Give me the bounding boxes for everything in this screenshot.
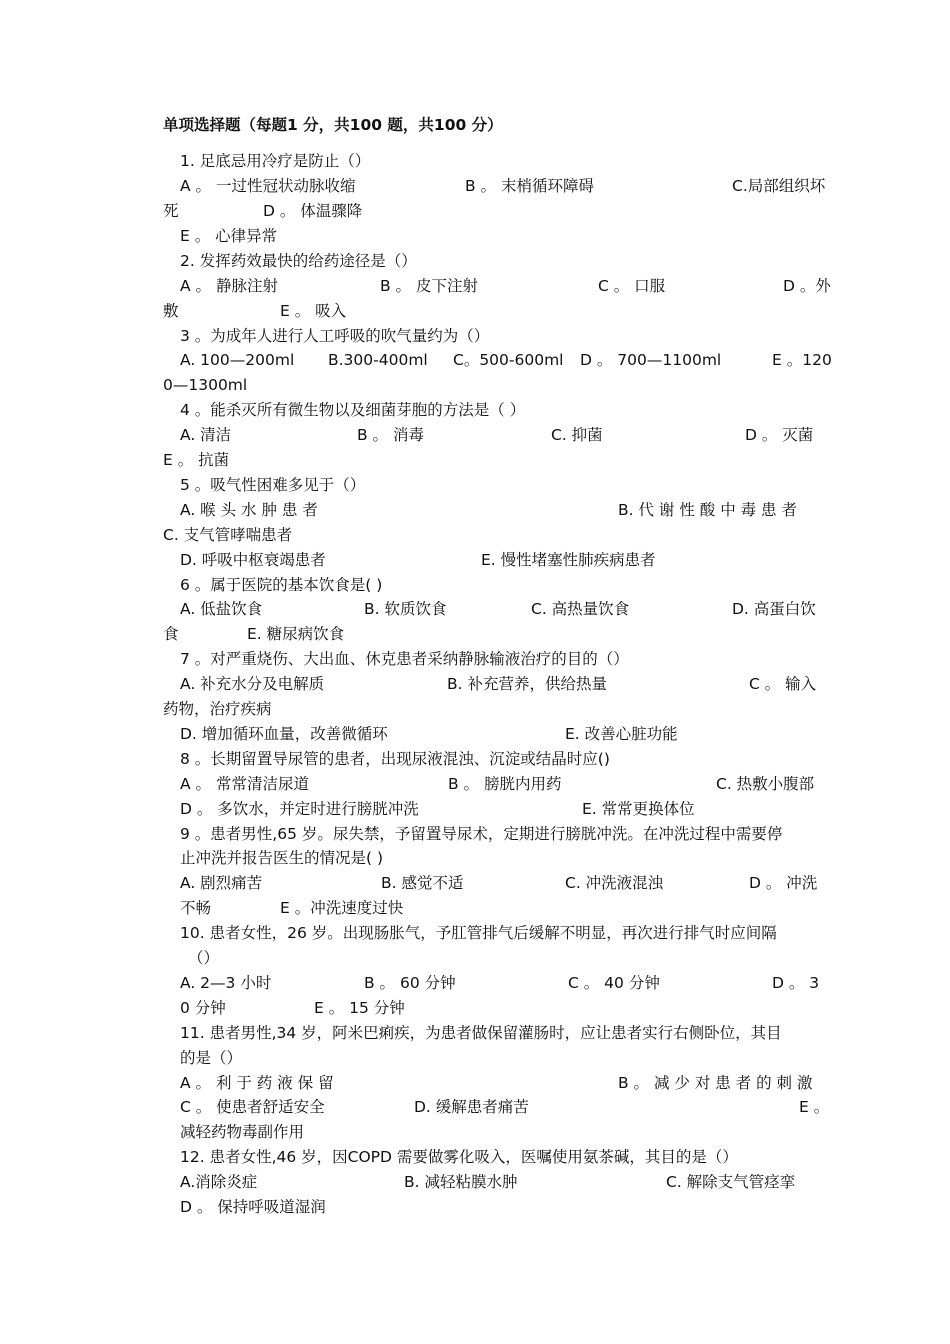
text-line — [0, 274, 950, 298]
text-segment: B. 减轻粘膜水肿 — [404, 1173, 518, 1191]
text-line — [0, 324, 950, 348]
text-segment: E 。 吸入 — [280, 302, 347, 320]
text-line — [0, 573, 950, 597]
text-segment: D. 缓解患者痛苦 — [414, 1098, 529, 1116]
text-segment: E 。 — [799, 1098, 830, 1116]
text-segment: C。500-600ml — [453, 351, 564, 369]
text-segment: B. 补充营养，供给热量 — [447, 675, 607, 693]
text-segment: 药物，治疗疾病 — [163, 700, 272, 718]
text-segment: D. 呼吸中枢衰竭患者 — [180, 551, 326, 569]
text-line — [0, 1145, 950, 1169]
text-line — [0, 1095, 950, 1119]
text-segment: A 。 静脉注射 — [180, 277, 278, 295]
text-segment: A 。 利 于 药 液 保 留 — [180, 1074, 334, 1092]
text-segment: D 。 多饮水，并定时进行膀胱冲洗 — [180, 800, 419, 818]
text-line — [0, 249, 950, 273]
text-segment: A.消除炎症 — [180, 1173, 258, 1191]
text-line — [0, 498, 950, 522]
text-segment: 9 。患者男性,65 岁。尿失禁，予留置导尿术，定期进行膀胱冲洗。在冲洗过程中需要停 — [180, 825, 783, 843]
text-line — [0, 597, 950, 621]
text-segment: C. 冲洗液混浊 — [565, 874, 664, 892]
text-segment: 8 。长期留置导尿管的患者，出现尿液混浊、沉淀或结晶时应() — [180, 750, 610, 768]
text-segment: 1. 足底忌用冷疗是防止（） — [180, 152, 371, 170]
text-segment: E. 慢性堵塞性肺疾病患者 — [481, 551, 656, 569]
text-segment: B. 代 谢 性 酸 中 毒 患 者 — [618, 501, 797, 519]
text-segment: 3 。为成年人进行人工呼吸的吹气量约为（） — [180, 327, 490, 345]
text-line — [0, 672, 950, 696]
text-line — [0, 747, 950, 771]
text-segment: C. 支气管哮喘患者 — [163, 526, 293, 544]
text-line — [0, 224, 950, 248]
text-segment: D 。 保持呼吸道湿润 — [180, 1198, 326, 1216]
text-segment: B 。 末梢循环障碍 — [465, 177, 594, 195]
text-line — [0, 722, 950, 746]
text-line — [0, 697, 950, 721]
text-line — [0, 946, 950, 970]
text-segment: E 。 15 分钟 — [314, 999, 405, 1017]
text-segment: C 。 口服 — [598, 277, 666, 295]
text-segment: A. 低盐饮食 — [180, 600, 263, 618]
text-line — [0, 921, 950, 945]
text-line — [0, 398, 950, 422]
text-segment: B 。 消毒 — [357, 426, 424, 444]
text-line — [0, 1021, 950, 1045]
text-line — [0, 1170, 950, 1194]
text-segment: E. 糖尿病饮食 — [247, 625, 345, 643]
text-line — [0, 1195, 950, 1219]
text-segment: D 。外 — [783, 277, 831, 295]
text-segment: （） — [188, 949, 220, 967]
text-segment: C. 高热量饮食 — [531, 600, 630, 618]
text-segment: D 。 冲洗 — [749, 874, 818, 892]
text-segment: 食 — [163, 625, 179, 643]
text-segment: A 。 一过性冠状动脉收缩 — [180, 177, 356, 195]
text-line — [0, 797, 950, 821]
text-segment: 止冲洗并报告医生的情况是( ) — [180, 849, 384, 867]
text-line — [0, 523, 950, 547]
text-line — [0, 772, 950, 796]
text-segment: A. 补充水分及电解质 — [180, 675, 325, 693]
text-segment: D 。 灭菌 — [745, 426, 814, 444]
text-segment: D 。 体温骤降 — [263, 202, 363, 220]
text-segment: 死 — [163, 202, 179, 220]
section-title: 单项选择题（每题1 分，共100 题，共100 分） — [163, 116, 503, 134]
text-line — [0, 1120, 950, 1144]
text-segment: B 。 60 分钟 — [364, 974, 456, 992]
text-line — [0, 348, 950, 372]
text-segment: 2. 发挥药效最快的给药途径是（） — [180, 252, 417, 270]
text-line — [0, 1071, 950, 1095]
text-segment: A. 清洁 — [180, 426, 232, 444]
text-segment: D 。 700—1100ml — [580, 351, 722, 369]
text-segment: D 。 3 — [772, 974, 820, 992]
text-segment: C. 抑菌 — [551, 426, 603, 444]
text-segment: E 。 心律异常 — [180, 227, 278, 245]
text-line — [0, 199, 950, 223]
text-line — [0, 448, 950, 472]
text-line — [0, 871, 950, 895]
text-line — [0, 971, 950, 995]
text-segment: B.300-400ml — [328, 351, 428, 369]
text-segment: A. 喉 头 水 肿 患 者 — [180, 501, 318, 519]
text-segment: E. 改善心脏功能 — [565, 725, 678, 743]
text-segment: 11. 患者男性,34 岁，阿米巴痢疾，为患者做保留灌肠时，应让患者实行右侧卧位，其目 — [180, 1024, 782, 1042]
text-segment: 10. 患者女性，26 岁。出现肠胀气，予肛管排气后缓解不明显，再次进行排气时应间隔 — [180, 924, 777, 942]
text-segment: D. 高蛋白饮 — [732, 600, 816, 618]
text-segment: 减轻药物毒副作用 — [180, 1123, 305, 1141]
text-line — [0, 149, 950, 173]
text-segment: E 。 抗菌 — [163, 451, 230, 469]
text-segment: 6 。属于医院的基本饮食是( ) — [180, 576, 383, 594]
text-segment: B 。 减 少 对 患 者 的 刺 激 — [618, 1074, 813, 1092]
text-line — [0, 423, 950, 447]
text-line — [0, 174, 950, 198]
text-segment: E. 常常更换体位 — [582, 800, 695, 818]
text-segment: B. 感觉不适 — [381, 874, 464, 892]
text-segment: C.局部组织坏 — [732, 177, 826, 195]
text-segment: 12. 患者女性,46 岁，因COPD 需要做雾化吸入，医嘱使用氨茶碱，其目的是（） — [180, 1148, 738, 1166]
text-segment: A. 剧烈痛苦 — [180, 874, 263, 892]
text-line — [0, 548, 950, 572]
text-line — [0, 846, 950, 870]
text-segment: A 。 常常清洁尿道 — [180, 775, 309, 793]
text-segment: 5 。吸气性困难多见于（） — [180, 476, 366, 494]
text-segment: 0—1300ml — [163, 376, 248, 394]
text-segment: C 。 输入 — [749, 675, 817, 693]
text-segment: C 。 40 分钟 — [568, 974, 660, 992]
text-line — [0, 299, 950, 323]
text-segment: 4 。能杀灭所有微生物以及细菌芽胞的方法是（ ） — [180, 401, 526, 419]
text-line — [0, 1046, 950, 1070]
text-segment: C. 热敷小腹部 — [716, 775, 815, 793]
text-segment: E 。冲洗速度过快 — [280, 899, 404, 917]
text-segment: D. 增加循环血量，改善微循环 — [180, 725, 388, 743]
text-segment: E 。120 — [772, 351, 832, 369]
text-segment: B. 软质饮食 — [364, 600, 447, 618]
text-segment: A. 100—200ml — [180, 351, 295, 369]
text-segment: 7 。对严重烧伤、大出血、休克患者采纳静脉输液治疗的目的（） — [180, 650, 629, 668]
text-segment: 的是（） — [180, 1049, 243, 1067]
text-line — [0, 647, 950, 671]
text-line — [0, 473, 950, 497]
text-line — [0, 622, 950, 646]
text-segment: C 。 使患者舒适安全 — [180, 1098, 325, 1116]
text-line — [0, 996, 950, 1020]
text-segment: C. 解除支气管痉挛 — [666, 1173, 796, 1191]
text-line — [0, 373, 950, 397]
text-segment: A. 2—3 小时 — [180, 974, 272, 992]
text-segment: 0 分钟 — [180, 999, 226, 1017]
text-line — [0, 896, 950, 920]
text-segment: 不畅 — [180, 899, 212, 917]
text-segment: B 。 膀胱内用药 — [448, 775, 562, 793]
text-segment: 敷 — [163, 302, 179, 320]
text-segment: B 。 皮下注射 — [380, 277, 478, 295]
text-line — [0, 822, 950, 846]
